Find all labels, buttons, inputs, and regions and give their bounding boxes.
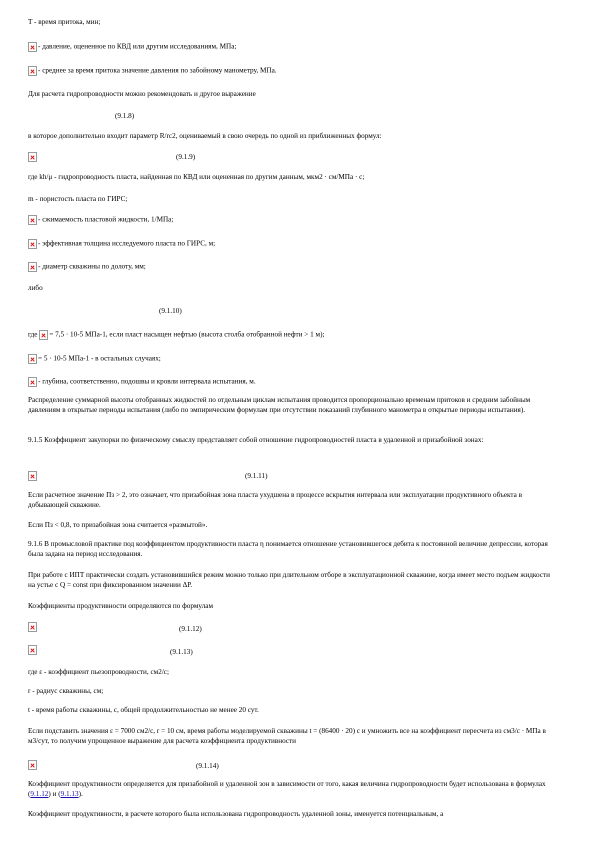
formula-link-9-1-12[interactable]: 9.1.12 [30, 789, 49, 798]
text-line: t - время работы скважины, с, общей продолжительностью не менее 20 сут. [28, 706, 259, 714]
text-line: m - пористость пласта по ГИРС; [28, 195, 128, 203]
text-line: где = 7,5 · 10-5 МПа-1, если пласт насыщен нефтью (высота столба отобранной нефти > 1 м); [28, 330, 325, 339]
paragraph: При работе с ИПТ практически создать установившийся режим можно только при длительном отборе в эксплуатационной скважине, когда имеет место подъем жидкости на устье с Q = const при фиксированном значении ΔР. [28, 571, 550, 589]
equation-number: (9.1.12) [179, 625, 202, 633]
text-line: - давление, оцененное по КВД или другим исследованиям, МПа; [28, 42, 555, 52]
text-line: r - радиус скважины, см; [28, 687, 104, 695]
text-line: Коэффициент продуктивности, в расчете которого была использована гидропроводность удаленной зоны, именуется потенциальным, а [28, 810, 444, 818]
paragraph: Распределение суммарной высоты отобранных жидкостей по отдельным циклам испытания проводится пропорционально временам притоков и средним забойным давлениям в открытые периоды испытания (либо по эмпирическим формулам при отсутствии показаний глубинного манометра в открытые периоды испытания). [28, 396, 531, 414]
text-line: Коэффициенты продуктивности определяются по формулам [28, 602, 214, 610]
paragraph: 9.1.6 В промысловой практике под коэффициентом продуктивности пласта η понимается отношение установившегося дебита к постоянной величине депрессии, которая была задана на период исследования. [28, 540, 548, 558]
broken-image-icon [28, 645, 37, 655]
broken-image-icon [39, 330, 48, 340]
text-line: Для расчета гидропроводности можно рекомендовать и другое выражение [28, 90, 256, 98]
text-line: Если Пз < 0,8, то призабойная зона считается «размытой». [28, 521, 208, 529]
equation-number: (9.1.14) [196, 762, 219, 770]
equation-row [28, 645, 555, 655]
text-line: - глубина, соответственно, подошвы и кровли интервала испытания, м. [28, 377, 555, 387]
broken-image-icon [28, 471, 37, 481]
paragraph: 9.1.5 Коэффициент закупорки по физическому смыслу представляет собой отношение гидропроводностей пласта в удаленной и призабойной зонах: [28, 436, 484, 444]
equation-row [28, 622, 555, 632]
text-line: в которое дополнительно входит параметр R/rc2, оцениваемый в свою очередь по одной из приближенных формул: [28, 132, 382, 140]
equation-number: (9.1.13) [170, 648, 193, 656]
paragraph: Если подставить значения ε = 7000 см2/с, r = 10 см, время работы моделируемой скважины t = (86400 · 20) с и умножить все на коэффициент пересчета из см3/с · МПа в м3/сут, то получим упрощенное выражение для расчета коэффициента продуктивности [28, 727, 546, 745]
broken-image-icon [28, 42, 37, 52]
equation-number: (9.1.10) [159, 307, 182, 315]
broken-image-icon [28, 622, 37, 632]
equation-number: (9.1.8) [115, 112, 135, 120]
text-line: = 5 · 10-5 МПа-1 - в остальных случаях; [28, 354, 555, 364]
text-line: - эффективная толщина исследуемого пласта по ГИРС, м; [28, 239, 555, 249]
paragraph: Если расчетное значение Пз > 2, это означает, что призабойная зона пласта ухудшена в процессе вскрытия интервала или эксплуатации продуктивного объекта в добывающей скважине. [28, 491, 523, 509]
broken-image-icon [28, 760, 37, 770]
broken-image-icon [28, 354, 37, 364]
broken-image-icon [28, 239, 37, 249]
equation-row [28, 152, 555, 162]
broken-image-icon [28, 262, 37, 272]
broken-image-icon [28, 377, 37, 387]
broken-image-icon [28, 66, 37, 76]
text-line: где ε - коэффициент пьезопроводности, см2/с; [28, 668, 169, 676]
equation-row [28, 760, 555, 770]
text-line: T - время притока, мин; [28, 18, 101, 26]
broken-image-icon [28, 215, 37, 225]
text-line: - среднее за время притока значение давления по забойному манометру, МПа. [28, 66, 555, 76]
equation-row [28, 471, 555, 481]
text-line: либо [28, 284, 43, 292]
formula-link-9-1-13[interactable]: 9.1.13 [60, 789, 79, 798]
equation-number: (9.1.9) [176, 153, 196, 161]
paragraph: Коэффициент продуктивности определяется для призабойной и удаленной зон в зависимости от того, какая величина гидропроводности будет использована в формулах (9.1.12) и (9.1.13). [28, 780, 546, 798]
text-line: - сжимаемость пластовой жидкости, 1/МПа; [28, 215, 555, 225]
broken-image-icon [28, 152, 37, 162]
text-line: где kh/μ - гидропроводность пласта, найденная по КВД или оцененная по другим данным, мкм2 · см/МПа · с; [28, 173, 365, 181]
equation-number: (9.1.11) [245, 472, 268, 480]
text-line: - диаметр скважины по долоту, мм; [28, 262, 555, 272]
